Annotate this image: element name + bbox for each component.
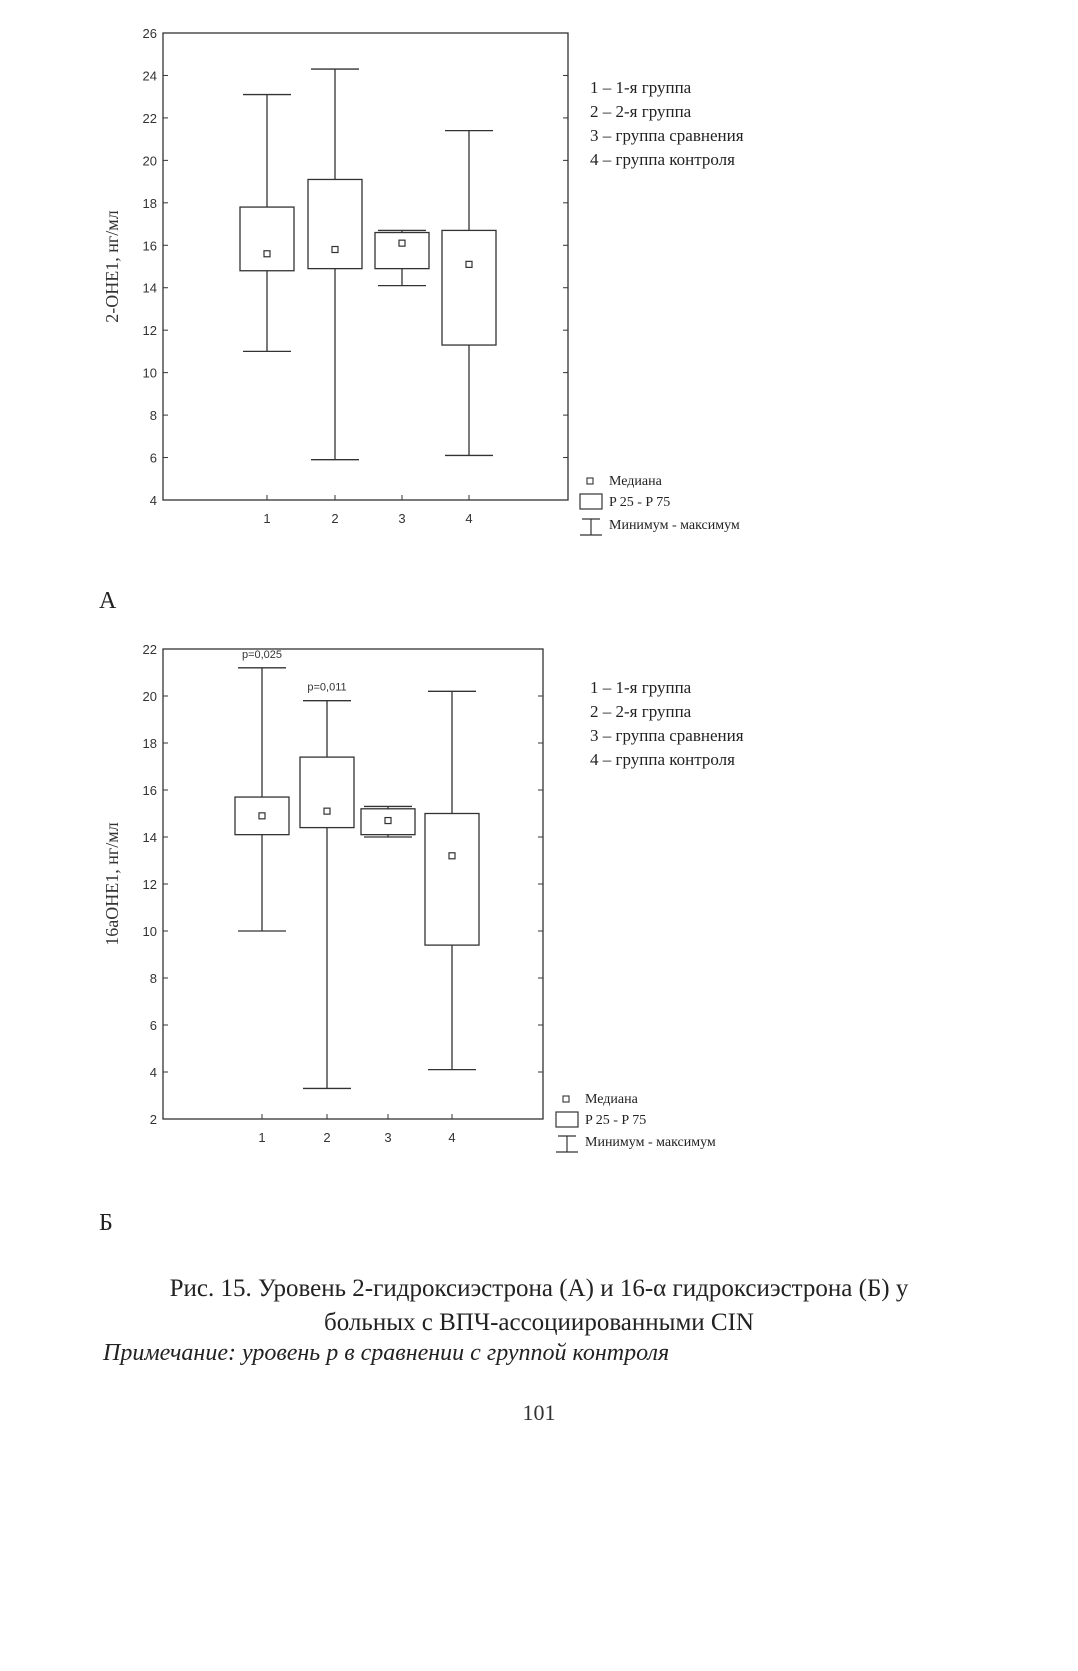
box-iqr-b <box>425 814 479 946</box>
box-iqr-a <box>240 207 294 271</box>
chart-b <box>0 642 1078 1215</box>
x-tick-label-b: 4 <box>448 1130 456 1145</box>
y-tick-label-a: 4 <box>149 493 157 508</box>
figure-caption-line-2: больных с ВПЧ-ассоциированными CIN <box>324 1309 754 1336</box>
y-tick-label-a: 18 <box>142 195 157 211</box>
median-marker-b <box>324 808 330 814</box>
x-tick-label-b: 2 <box>323 1130 331 1145</box>
y-tick-label-a: 12 <box>142 323 157 339</box>
legend-whisker-label-b: Минимум - максимум <box>585 1135 716 1150</box>
chart-a <box>0 0 1078 600</box>
y-axis-label-b: 16aOHE1, нг/мл <box>102 822 122 946</box>
box-iqr-b <box>300 757 354 828</box>
plot-frame-b <box>163 649 543 1119</box>
x-tick-label-b: 3 <box>384 1130 392 1145</box>
legend-median-symbol-b <box>563 1096 569 1102</box>
y-tick-label-a: 26 <box>142 26 157 41</box>
group-legend-item-b: 3 – группа сравнения <box>590 726 744 745</box>
y-tick-label-b: 16 <box>142 783 157 798</box>
y-tick-label-b: 12 <box>142 877 157 892</box>
median-marker-a <box>399 240 405 246</box>
page-number: 101 <box>522 1400 556 1425</box>
panel-label-b: Б <box>99 1210 113 1236</box>
group-legend-item-a: 1 – 1-я группа <box>590 78 692 97</box>
legend-box-symbol-b <box>556 1112 578 1127</box>
y-tick-label-b: 4 <box>149 1065 157 1080</box>
legend-whisker-label-a: Минимум - максимум <box>609 518 740 533</box>
plot-frame-a <box>163 33 568 500</box>
box-iqr-a <box>308 179 362 268</box>
y-tick-label-b: 8 <box>149 971 157 986</box>
box-iqr-a <box>375 233 429 269</box>
y-tick-label-a: 24 <box>142 68 157 84</box>
x-tick-label-b: 1 <box>258 1130 266 1145</box>
p-value-annotation-b: p=0,025 <box>241 648 283 661</box>
median-marker-a <box>332 247 338 253</box>
y-tick-label-a: 16 <box>142 238 157 254</box>
legend-box-symbol-a <box>580 494 602 509</box>
y-tick-label-b: 6 <box>149 1018 157 1033</box>
x-tick-label-a: 1 <box>263 511 271 526</box>
group-legend-item-a: 4 – группа контроля <box>590 150 735 169</box>
median-marker-a <box>264 251 270 257</box>
x-tick-label-a: 3 <box>398 511 406 526</box>
y-tick-label-b: 2 <box>149 1112 157 1127</box>
median-marker-b <box>385 818 391 824</box>
y-tick-label-b: 20 <box>142 689 157 704</box>
median-marker-b <box>259 813 265 819</box>
group-legend-item-a: 2 – 2-я группа <box>590 102 692 121</box>
group-legend-item-b: 4 – группа контроля <box>590 750 735 769</box>
y-tick-label-b: 10 <box>142 924 157 939</box>
p-value-annotation-b: p=0,011 <box>307 681 347 694</box>
y-tick-label-a: 14 <box>142 280 157 296</box>
group-legend-item-b: 2 – 2-я группа <box>590 702 692 721</box>
median-marker-b <box>449 853 455 859</box>
y-tick-label-a: 6 <box>149 450 157 466</box>
group-legend-item-b: 1 – 1-я группа <box>590 678 692 697</box>
y-tick-label-a: 10 <box>142 365 157 381</box>
panel-label-a: А <box>99 588 117 614</box>
group-legend-item-a: 3 – группа сравнения <box>590 126 744 145</box>
median-marker-a <box>466 261 472 267</box>
y-tick-label-a: 22 <box>142 110 157 126</box>
y-tick-label-a: 8 <box>149 408 157 424</box>
y-tick-label-b: 14 <box>142 830 157 845</box>
x-tick-label-a: 4 <box>465 511 473 526</box>
y-tick-label-b: 22 <box>142 642 157 657</box>
legend-box-label-a: P 25 - P 75 <box>609 495 671 510</box>
legend-median-symbol-a <box>587 478 593 484</box>
figure-caption-line-1: Рис. 15. Уровень 2-гидроксиэстрона (А) и 16-α гидроксиэстрона (Б) у <box>169 1275 909 1302</box>
y-tick-label-b: 18 <box>142 736 157 751</box>
legend-box-label-b: P 25 - P 75 <box>585 1113 647 1128</box>
figure-note: Примечание: уровень р в сравнении с группой контроля <box>103 1340 670 1366</box>
y-axis-label-a: 2-OHE1, нг/мл <box>102 210 122 323</box>
y-tick-label-a: 20 <box>142 153 157 169</box>
legend-median-label-a: Медиана <box>609 474 662 489</box>
legend-median-label-b: Медиана <box>585 1092 638 1107</box>
x-tick-label-a: 2 <box>331 511 339 526</box>
box-iqr-a <box>442 230 496 345</box>
